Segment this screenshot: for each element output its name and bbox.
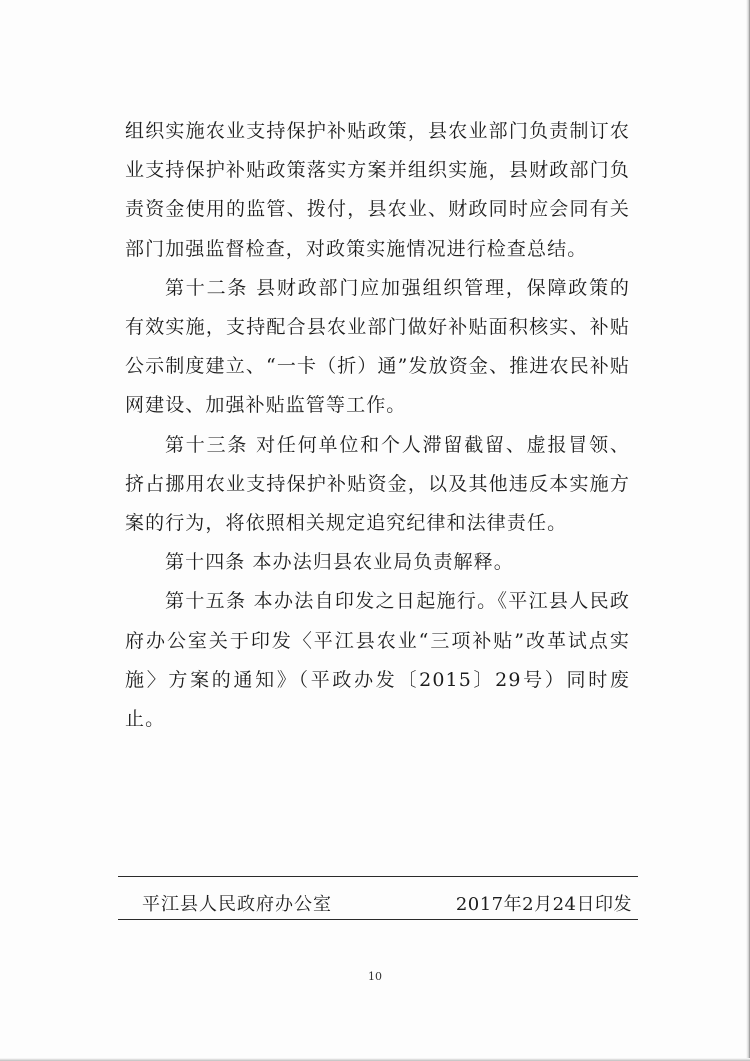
footer-bottom-rule <box>118 919 638 920</box>
paragraph-article-12: 第十二条 县财政部门应加强组织管理，保障政策的有效实施，支持配合县农业部门做好补贴面积核实、补贴公示制度建立、“一卡（折）通”发放资金、推进农民补贴网建设、加强补贴监管等工作。 <box>125 276 630 417</box>
issue-date: 2017年2月24日印发 <box>455 894 632 915</box>
issuing-office: 平江县人民政府办公室 <box>142 894 332 915</box>
paragraph-article-14: 第十四条 本办法归县农业局负责解释。 <box>165 551 514 574</box>
paragraph-continued: 组织实施农业支持保护补贴政策，县农业部门负责制订农业支持保护补贴政策落实方案并组织实施，县财政部门负责资金使用的监管、拨付，县农业、财政同时应会同有关部门加强监督检查，对政策实施情况进行检查总结。 <box>125 120 630 260</box>
paragraph-article-15: 第十五条 本办法自印发之日起施行。《平江县人民政府办公室关于印发〈平江县农业“三项补贴”改革试点实施〉方案的通知》（平政办发〔2015〕29号）同时废止。 <box>125 590 630 731</box>
page-number: 10 <box>368 970 382 983</box>
document-body <box>125 112 630 739</box>
footer-top-rule <box>118 876 638 877</box>
scan-edge-right <box>746 0 750 1061</box>
paragraph-article-13: 第十三条 对任何单位和个人滞留截留、虚报冒领、挤占挪用农业支持保护补贴资金，以及其他违反本实施方案的行为，将依照相关规定追究纪律和法律责任。 <box>125 433 630 535</box>
